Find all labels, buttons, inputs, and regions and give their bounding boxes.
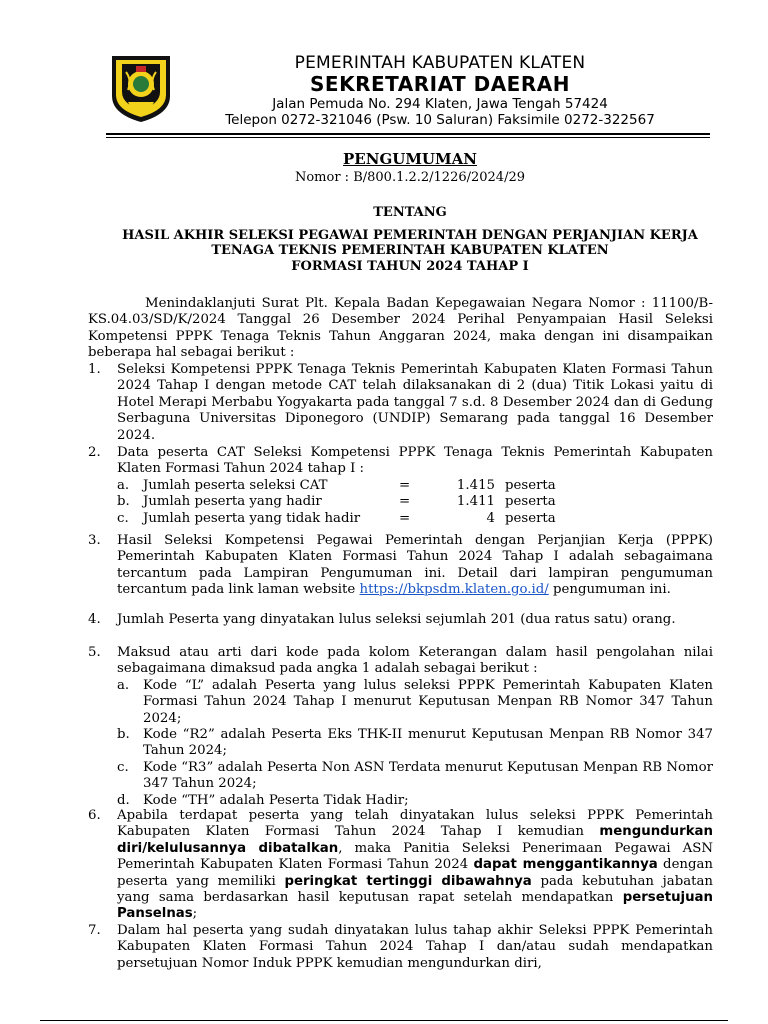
item-text-part: ; bbox=[192, 906, 198, 922]
list-item-4 bbox=[88, 612, 713, 628]
stat-row bbox=[117, 478, 713, 494]
bkpsdm-website-link[interactable]: https://bkpsdm.klaten.go.id/ bbox=[359, 582, 549, 598]
item-text-part: Hasil Seleksi Kompetensi Pegawai Pemerintah dengan Perjanjian Kerja (PPPK) Pemerintah Kabupaten Klaten Formasi Tahun 2024 Tahap I adalah sebagaimana tercantum pada Lampiran Pengumuman ini. Detail dari lampiran pengumuman tercantum pada link laman website bbox=[117, 533, 713, 598]
item-text: Data peserta CAT Seleksi Kompetensi PPPK Tenaga Teknis Pemerintah Kabupaten Klaten Formasi Tahun 2024 tahap I : bbox=[117, 445, 713, 477]
stat-label: Jumlah peserta seleksi CAT bbox=[143, 477, 328, 493]
list-item-1 bbox=[88, 362, 713, 444]
stat-label: Jumlah peserta yang tidak hadir bbox=[143, 510, 361, 526]
stat-value: 1.411 bbox=[456, 494, 495, 510]
letterhead-rule-thin bbox=[106, 137, 710, 138]
stat-row bbox=[117, 511, 713, 527]
list-item-7 bbox=[88, 923, 713, 972]
item-number: 7. bbox=[88, 923, 101, 938]
item-text: Seleksi Kompetensi PPPK Tenaga Teknis Pemerintah Kabupaten Klaten Formasi Tahun 2024 Tahap I dengan metode CAT telah dilaksanakan di 2 (dua) Titik Lokasi yaitu di Hotel Merapi Merbabu Yogyakarta pada tanggal 7 s.d. 8 Desember 2024 dan di Gedung Serbaguna Universitas Diponegoro (UNDIP) Semarang pada tanggal 16 Desember 2024. bbox=[117, 362, 713, 443]
stat-equals: = bbox=[399, 477, 411, 493]
item-text: Maksud atau arti dari kode pada kolom Keterangan dalam hasil pengolahan nilai sebagaimana dimaksud pada angka 1 adalah sebagai berikut : bbox=[117, 645, 713, 677]
stat-letter: c. bbox=[117, 510, 129, 526]
sub-item bbox=[117, 760, 713, 793]
sub-item bbox=[117, 727, 713, 760]
item-text-part: dengan peserta yang memiliki bbox=[117, 857, 713, 889]
list-item-5 bbox=[88, 645, 713, 809]
item-text-part: pada kebutuhan jabatan yang sama berdasarkan hasil keputusan rapat setelah mendapatkan bbox=[117, 873, 713, 906]
stat-row bbox=[117, 494, 713, 510]
sub-text: Kode “L” adalah Peserta yang lulus seleksi PPPK Pemerintah Kabupaten Klaten Formasi Tahun 2024 Tahap I menurut Keputusan Menpan RB Nomor 347 Tahun 2024; bbox=[143, 677, 713, 726]
kabupaten-klaten-emblem bbox=[108, 52, 174, 124]
stat-unit: peserta bbox=[505, 510, 556, 526]
stat-label: Jumlah peserta yang hadir bbox=[143, 494, 322, 510]
emphasis-resign: mengundurkan diri/kelulusannya dibatalkan bbox=[117, 824, 713, 856]
item-number: 6. bbox=[88, 808, 101, 823]
letterhead-rule-thick bbox=[106, 133, 710, 135]
sub-letter: a. bbox=[117, 677, 130, 693]
item-text-part: , maka Panitia Seleksi Penerimaan Pegawai ASN Pemerintah Kabupaten Klaten Formasi Tahun 2024 bbox=[117, 840, 713, 873]
item-number: 4. bbox=[88, 612, 101, 627]
letterhead-government: PEMERINTAH KABUPATEN KLATEN bbox=[294, 53, 586, 73]
item-number: 5. bbox=[88, 645, 101, 660]
stat-value: 4 bbox=[486, 510, 495, 526]
item-number: 2. bbox=[88, 445, 101, 460]
announcement-number: Nomor : B/800.1.2.2/1226/2024/29 bbox=[294, 170, 526, 185]
item-text-part: pengumuman ini. bbox=[548, 582, 671, 598]
sub-letter: c. bbox=[117, 759, 129, 775]
list-item-2 bbox=[88, 445, 713, 527]
stat-letter: b. bbox=[117, 494, 130, 510]
item-number: 1. bbox=[88, 362, 101, 377]
stat-equals: = bbox=[399, 494, 411, 510]
sub-item bbox=[117, 793, 713, 809]
page-bottom-rule bbox=[40, 1020, 728, 1021]
intro-paragraph: Menindaklanjuti Surat Plt. Kepala Badan Kepegawaian Negara Nomor : 11100/B-KS.04.03/SD/K/2024 Tanggal 26 Desember 2024 Perihal Penyampaian Hasil Seleksi Kompetensi PPPK Tenaga Teknis Tahun Anggaran 2024, maka dengan ini disampaikan beberapa hal sebagai berikut : bbox=[88, 296, 713, 361]
letterhead-office: SEKRETARIAT DAERAH bbox=[310, 72, 570, 96]
letterhead-address: Jalan Pemuda No. 294 Klaten, Jawa Tengah 57424 bbox=[272, 96, 608, 112]
item-number: 3. bbox=[88, 533, 101, 548]
sub-text: Kode “R3” adalah Peserta Non ASN Terdata menurut Keputusan Menpan RB Nomor 347 Tahun 2024; bbox=[143, 759, 713, 792]
sub-item bbox=[117, 678, 713, 727]
item-text bbox=[117, 533, 713, 599]
announcement-title-line: HASIL AKHIR SELEKSI PEGAWAI PEMERINTAH DENGAN PERJANJIAN KERJA bbox=[122, 228, 698, 243]
stat-equals: = bbox=[399, 510, 411, 526]
item-text bbox=[117, 808, 713, 923]
announcement-about: TENTANG bbox=[373, 205, 447, 220]
item-text: Dalam hal peserta yang sudah dinyatakan lulus tahap akhir Seleksi PPPK Pemerintah Kabupaten Klaten Formasi Tahun 2024 Tahap I dan/atau sudah mendapatkan persetujuan Nomor Induk PPPK kemudian mengundurkan diri, bbox=[117, 923, 713, 971]
stat-unit: peserta bbox=[505, 477, 556, 493]
sub-letter: d. bbox=[117, 792, 130, 808]
list-item-6 bbox=[88, 808, 713, 923]
list-item-3 bbox=[88, 533, 713, 599]
stat-unit: peserta bbox=[505, 494, 556, 510]
item-text-part: Apabila terdapat peserta yang telah dinyatakan lulus seleksi PPPK Pemerintah Kabupaten Klaten Formasi Tahun 2024 Tahap I kemudian bbox=[117, 808, 713, 840]
announcement-title-line: FORMASI TAHUN 2024 TAHAP I bbox=[291, 259, 529, 274]
item-text: Jumlah Peserta yang dinyatakan lulus seleksi sejumlah 201 (dua ratus satu) orang. bbox=[117, 612, 676, 627]
sub-text: Kode “TH” adalah Peserta Tidak Hadir; bbox=[143, 792, 409, 808]
emphasis-approval: persetujuan Panselnas bbox=[117, 890, 713, 922]
stat-letter: a. bbox=[117, 477, 130, 493]
sub-text: Kode “R2” adalah Peserta Eks THK-II menurut Keputusan Menpan RB Nomor 347 Tahun 2024; bbox=[143, 727, 713, 759]
announcement-title-line: TENAGA TEKNIS PEMERINTAH KABUPATEN KLATEN bbox=[211, 243, 609, 258]
emphasis-replace: dapat menggantikannya bbox=[473, 857, 658, 873]
emphasis-rank: peringkat tertinggi dibawahnya bbox=[284, 873, 532, 889]
announcement-heading: PENGUMUMAN bbox=[343, 150, 477, 168]
letterhead-contact: Telepon 0272-321046 (Psw. 10 Saluran) Faksimile 0272-322567 bbox=[225, 112, 655, 128]
stat-value: 1.415 bbox=[456, 477, 495, 493]
sub-letter: b. bbox=[117, 727, 130, 743]
